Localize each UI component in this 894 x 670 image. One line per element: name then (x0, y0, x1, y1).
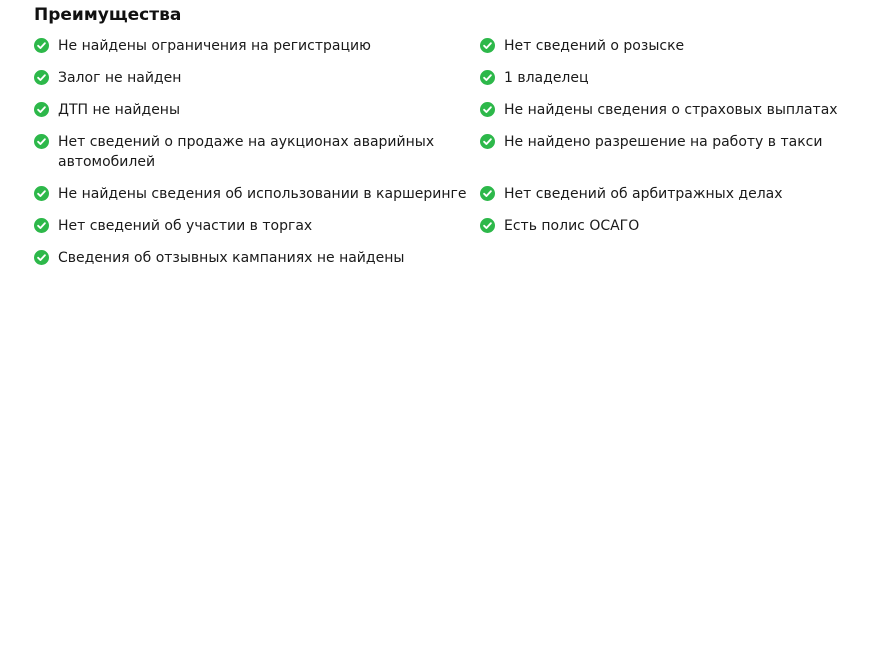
advantages-row (34, 68, 894, 88)
list-item (480, 184, 880, 204)
check-circle-icon (34, 250, 49, 265)
list-item-label: Не найдены сведения о страховых выплатах (504, 102, 838, 118)
list-item (34, 248, 480, 268)
list-item (34, 132, 480, 172)
section-title: Преимущества (34, 5, 182, 25)
advantages-row (34, 184, 894, 204)
check-circle-icon (480, 70, 495, 85)
list-item (480, 100, 880, 120)
list-item-label: Нет сведений об участии в торгах (58, 218, 313, 234)
check-circle-icon (34, 134, 49, 149)
list-item-label: Нет сведений о розыске (504, 38, 685, 54)
list-item (480, 68, 880, 88)
advantages-row (34, 36, 894, 56)
list-item (34, 36, 480, 56)
list-item-label: Нет сведений о продаже на аукционах аварийных автомобилей (58, 134, 435, 170)
advantages-section (34, 0, 894, 280)
check-circle-icon (34, 70, 49, 85)
advantages-row (34, 100, 894, 120)
advantages-row (34, 132, 894, 172)
list-item-label: ДТП не найдены (58, 102, 181, 118)
list-item-label: Не найдены ограничения на регистрацию (58, 38, 371, 54)
check-circle-icon (480, 134, 495, 149)
check-circle-icon (34, 102, 49, 117)
list-item (480, 132, 880, 152)
list-item-label: Нет сведений об арбитражных делах (504, 186, 783, 202)
advantages-list (34, 36, 894, 268)
check-circle-icon (34, 186, 49, 201)
list-item (480, 36, 880, 56)
list-item-label: 1 владелец (504, 70, 589, 86)
check-circle-icon (480, 38, 495, 53)
check-circle-icon (480, 218, 495, 233)
list-item (34, 216, 480, 236)
list-item-label: Не найдено разрешение на работу в такси (504, 134, 823, 150)
list-item (34, 68, 480, 88)
advantages-row (34, 216, 894, 236)
check-circle-icon (34, 218, 49, 233)
advantages-row (34, 248, 894, 268)
list-item (480, 216, 880, 236)
list-item-label: Залог не найден (58, 70, 182, 86)
list-item-label: Не найдены сведения об использовании в каршеринге (58, 186, 467, 202)
check-circle-icon (480, 186, 495, 201)
check-circle-icon (480, 102, 495, 117)
check-circle-icon (34, 38, 49, 53)
list-item-label: Сведения об отзывных кампаниях не найдены (58, 250, 405, 266)
list-item (34, 100, 480, 120)
list-item-label: Есть полис ОСАГО (504, 218, 640, 234)
list-item (34, 184, 480, 204)
